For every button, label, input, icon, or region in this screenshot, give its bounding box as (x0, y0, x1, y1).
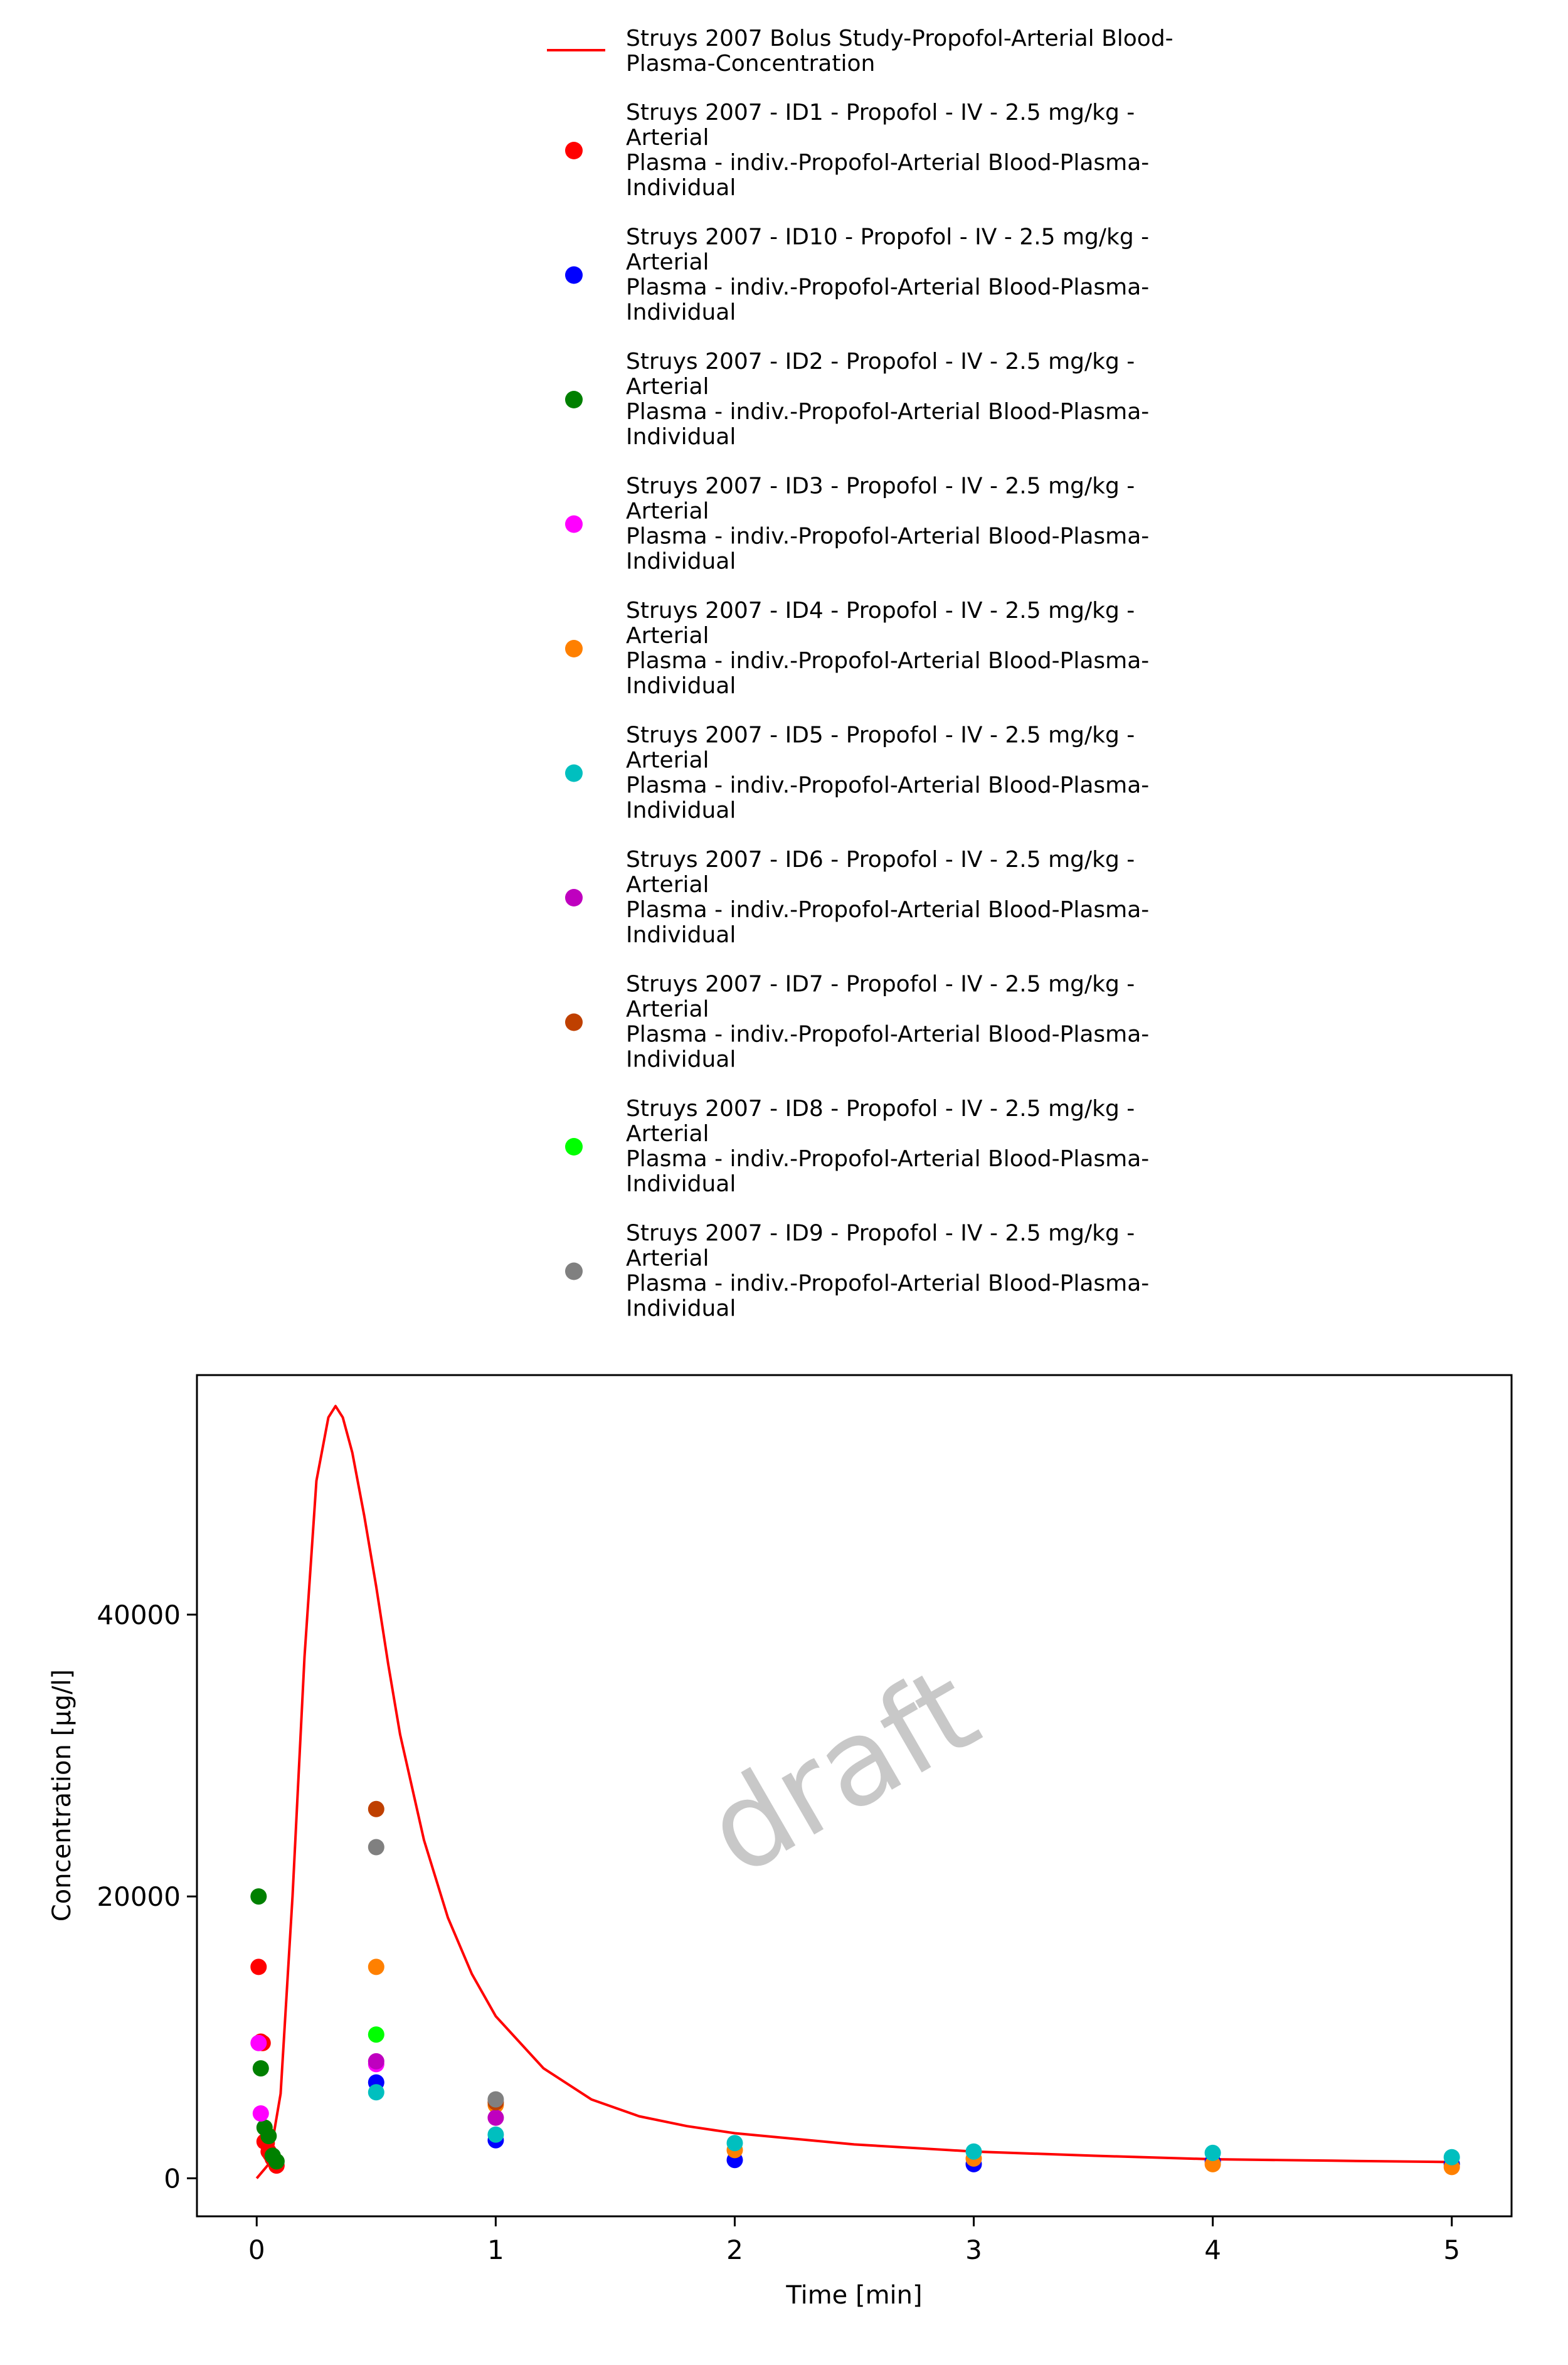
y-axis-title: Concentration [µg/l] (48, 1669, 77, 1922)
legend-label: Individual (626, 299, 736, 326)
legend-marker-swatch (565, 142, 583, 159)
legend-label: Plasma-Concentration (626, 51, 876, 77)
legend-label: Individual (626, 922, 736, 948)
legend-marker-swatch (565, 889, 583, 906)
data-point (368, 2026, 384, 2043)
data-point (727, 2135, 743, 2151)
legend-label: Plasma - indiv.-Propofol-Arterial Blood-Plasma- (626, 150, 1150, 176)
legend-label: Individual (626, 424, 736, 450)
y-axis (97, 1600, 197, 2194)
x-tick-label: 5 (1443, 2235, 1461, 2265)
legend-label: Plasma - indiv.-Propofol-Arterial Blood-Plasma- (626, 1021, 1150, 1048)
y-tick-label: 0 (164, 2163, 181, 2194)
legend-label: Individual (626, 175, 736, 201)
data-point (260, 2128, 277, 2144)
legend-marker-swatch (565, 640, 583, 657)
legend-marker-swatch (565, 765, 583, 782)
legend-label: Arterial (626, 623, 709, 649)
data-point (250, 2035, 267, 2051)
x-tick-label: 0 (248, 2235, 265, 2265)
legend-label: Arterial (626, 1245, 709, 1272)
data-point (368, 1839, 384, 1856)
legend-label: Plasma - indiv.-Propofol-Arterial Blood-Plasma- (626, 1146, 1150, 1172)
legend-label: Struys 2007 - ID1 - Propofol - IV - 2.5 mg/kg - (626, 100, 1135, 125)
data-point (268, 2153, 285, 2169)
legend-marker-swatch (565, 1138, 583, 1156)
legend-label: Individual (626, 673, 736, 699)
data-point (250, 1888, 267, 1905)
legend-marker-swatch (565, 267, 583, 284)
legend-label: Individual (626, 797, 736, 824)
legend-label: Arterial (626, 374, 709, 400)
legend-label: Individual (626, 1046, 736, 1073)
data-point (368, 1958, 384, 1975)
legend-label: Individual (626, 548, 736, 575)
legend-label: Arterial (626, 747, 709, 773)
data-point (487, 2127, 504, 2143)
legend-label: Arterial (626, 1121, 709, 1147)
data-point (253, 2060, 269, 2076)
watermark-text: draft (684, 1640, 1000, 1903)
legend-label: Individual (626, 1171, 736, 1197)
legend-label: Plasma - indiv.-Propofol-Arterial Blood-Plasma- (626, 772, 1150, 799)
data-point (487, 2110, 504, 2126)
x-tick-label: 3 (965, 2235, 982, 2265)
legend-label: Arterial (626, 125, 709, 151)
legend-label: Plasma - indiv.-Propofol-Arterial Blood-Plasma- (626, 274, 1150, 300)
legend-label: Struys 2007 - ID6 - Propofol - IV - 2.5 mg/kg - (626, 847, 1135, 873)
legend-label: Plasma - indiv.-Propofol-Arterial Blood-Plasma- (626, 897, 1150, 923)
legend-label: Plasma - indiv.-Propofol-Arterial Blood-Plasma- (626, 648, 1150, 674)
legend-label: Struys 2007 - ID8 - Propofol - IV - 2.5 mg/kg - (626, 1096, 1135, 1122)
legend-marker-swatch (565, 391, 583, 408)
data-point (368, 2053, 384, 2070)
y-tick-label: 20000 (97, 1881, 181, 1913)
legend-label: Struys 2007 - ID2 - Propofol - IV - 2.5 mg/kg - (626, 349, 1135, 375)
data-point (368, 1801, 384, 1817)
legend (547, 26, 1173, 1322)
x-tick-label: 2 (726, 2235, 743, 2265)
legend-label: Individual (626, 1295, 736, 1322)
legend-label: Plasma - indiv.-Propofol-Arterial Blood-Plasma- (626, 1270, 1150, 1297)
legend-label: Arterial (626, 249, 709, 275)
x-axis (248, 2216, 1460, 2265)
x-axis-title: Time [min] (786, 2281, 923, 2310)
legend-marker-swatch (565, 1263, 583, 1280)
x-tick-label: 1 (487, 2235, 504, 2265)
legend-label: Struys 2007 - ID4 - Propofol - IV - 2.5 mg/kg - (626, 598, 1135, 624)
x-tick-label: 4 (1204, 2235, 1222, 2265)
legend-marker-swatch (565, 516, 583, 533)
legend-label: Struys 2007 - ID10 - Propofol - IV - 2.5 mg/kg - (626, 224, 1150, 250)
legend-label: Struys 2007 Bolus Study-Propofol-Arterial Blood- (626, 26, 1173, 51)
legend-label: Arterial (626, 872, 709, 898)
legend-label: Struys 2007 - ID9 - Propofol - IV - 2.5 mg/kg - (626, 1220, 1135, 1246)
legend-label: Plasma - indiv.-Propofol-Arterial Blood-Plasma- (626, 399, 1150, 425)
legend-label: Struys 2007 - ID5 - Propofol - IV - 2.5 mg/kg - (626, 722, 1135, 748)
legend-label: Plasma - indiv.-Propofol-Arterial Blood-Plasma- (626, 523, 1150, 550)
y-tick-label: 40000 (97, 1599, 181, 1630)
data-point (250, 1958, 267, 1975)
legend-label: Struys 2007 - ID7 - Propofol - IV - 2.5 mg/kg - (626, 971, 1135, 997)
data-point (966, 2144, 982, 2160)
points-layer (250, 1801, 1459, 2176)
legend-label: Arterial (626, 996, 709, 1023)
data-point (1444, 2149, 1460, 2166)
legend-label: Struys 2007 - ID3 - Propofol - IV - 2.5 mg/kg - (626, 473, 1135, 499)
data-point (253, 2105, 269, 2122)
legend-marker-swatch (565, 1014, 583, 1031)
data-point (368, 2084, 384, 2100)
data-point (1205, 2145, 1221, 2161)
data-point (487, 2091, 504, 2108)
legend-label: Arterial (626, 498, 709, 524)
